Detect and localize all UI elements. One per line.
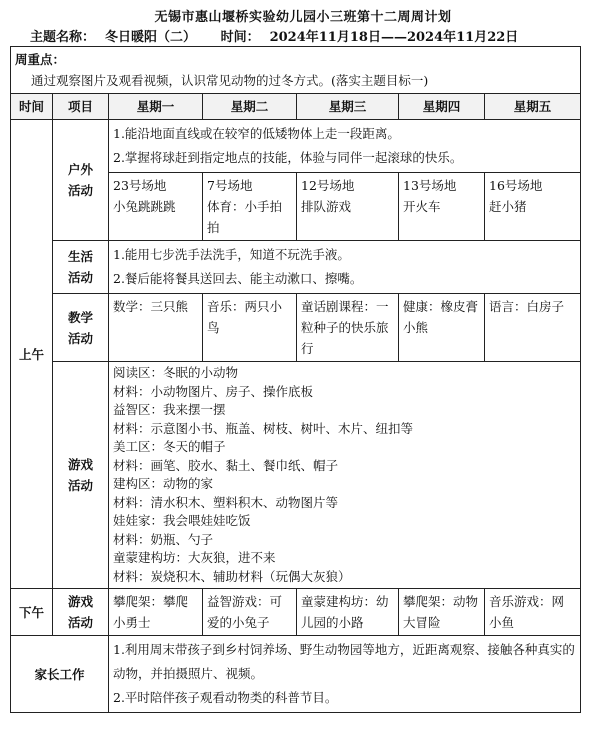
life-label-1: 生活	[67, 249, 93, 264]
plan-subtitle	[30, 26, 590, 45]
games-line: 材料：炭烧积木、辅助材料（玩偶大灰狼）	[113, 568, 351, 584]
games-row	[11, 362, 581, 589]
games-line: 材料：示意图小书、瓶盖、树枝、树叶、木片、纽扣等	[113, 420, 414, 436]
weekly-plan-table	[10, 46, 581, 713]
games-line: 美工区：冬天的帽子	[113, 439, 226, 454]
afternoon-thursday: 攀爬架：动物大冒险	[399, 589, 485, 636]
outdoor-label-2: 活动	[67, 183, 93, 198]
teaching-row	[11, 294, 581, 362]
outdoor-goals-row	[11, 120, 581, 173]
afternoon-games-label-2: 活动	[67, 615, 93, 630]
outdoor-fri-field: 16号场地	[489, 178, 543, 193]
games-label-1: 游戏	[67, 457, 93, 472]
afternoon-monday: 攀爬架：攀爬小勇士	[109, 589, 203, 636]
afternoon-friday: 音乐游戏：网小鱼	[485, 589, 581, 636]
life-label-2: 活动	[67, 270, 93, 285]
teaching-friday: 语言：白房子	[485, 294, 581, 362]
col-friday: 星期五	[485, 94, 581, 120]
outdoor-tuesday	[203, 173, 297, 241]
col-item: 项目	[53, 94, 109, 120]
col-time: 时间	[11, 94, 53, 120]
col-monday: 星期一	[109, 94, 203, 120]
focus-text: 通过观察图片及观看视频，认识常见动物的过冬方式。(落实主题目标一)	[31, 73, 429, 88]
afternoon-label: 下午	[11, 589, 53, 636]
outdoor-fri-activity: 赶小猪	[489, 199, 527, 214]
parents-content	[109, 636, 581, 713]
afternoon-games-label	[53, 589, 109, 636]
outdoor-mon-activity: 小兔跳跳跳	[113, 199, 176, 214]
time-info	[221, 30, 529, 45]
parents-label: 家长工作	[11, 636, 109, 713]
games-line: 益智区：我来摆一摆	[113, 402, 226, 417]
games-content	[109, 362, 581, 589]
games-line: 建构区：动物的家	[113, 476, 214, 491]
afternoon-row	[11, 589, 581, 636]
life-content	[109, 241, 581, 294]
games-line: 材料：小动物图片、房子、操作底板	[113, 383, 314, 399]
outdoor-wed-activity: 排队游戏	[301, 199, 352, 214]
page-title: 无锡市惠山堰桥实验幼儿园小三班第十二周周计划	[154, 10, 452, 25]
games-line: 童蒙建构坊：大灰狼，进不来	[113, 550, 276, 565]
life-line-2: 2.餐后能将餐具送回去、能主动漱口、擦嘴。	[113, 271, 363, 286]
time-label: 时间：	[220, 30, 260, 45]
games-line: 阅读区：冬眠的小动物	[113, 365, 239, 380]
parents-line-1: 1.利用周末带孩子到乡村饲养场、野生动物园等地方，近距离观察、接触各种真实的动物，并拍摄照片、视频。	[113, 642, 575, 681]
teaching-monday: 数学：三只熊	[109, 294, 203, 362]
outdoor-thu-field: 13号场地	[403, 178, 457, 193]
focus-cell	[11, 47, 581, 94]
afternoon-games-label-1: 游戏	[67, 594, 93, 609]
outdoor-tue-activity: 体育：小手拍拍	[207, 199, 283, 235]
header-row	[11, 94, 581, 120]
life-row	[11, 241, 581, 294]
outdoor-goals	[109, 120, 581, 173]
outdoor-monday	[109, 173, 203, 241]
teaching-thursday: 健康：橡皮膏小熊	[399, 294, 485, 362]
theme-label-text: 主题名称：	[30, 30, 96, 45]
outdoor-wed-field: 12号场地	[301, 178, 355, 193]
games-line: 材料：画笔、胶水、黏土、餐巾纸、帽子	[113, 457, 339, 473]
theme-value: 冬日暖阳（二）	[105, 30, 197, 45]
outdoor-thu-activity: 开火车	[403, 199, 441, 214]
outdoor-label-1: 户外	[67, 162, 93, 177]
time-value: 2024年11月18日——2024年11月22日	[269, 30, 519, 45]
outdoor-label	[53, 120, 109, 241]
theme-label	[30, 30, 206, 45]
afternoon-wednesday: 童蒙建构坊：幼儿园的小路	[297, 589, 399, 636]
teaching-tuesday: 音乐：两只小鸟	[203, 294, 297, 362]
outdoor-wednesday	[297, 173, 399, 241]
games-line: 娃娃家：我会喂娃娃吃饭	[113, 513, 251, 528]
outdoor-tue-field: 7号场地	[207, 178, 253, 193]
outdoor-friday	[485, 173, 581, 241]
life-label	[53, 241, 109, 294]
focus-row	[11, 47, 581, 94]
parents-line-2: 2.平时陪伴孩子观看动物类的科普节目。	[113, 690, 338, 705]
games-line: 材料：清水积木、塑料积木、动物图片等	[113, 494, 339, 510]
col-thursday: 星期四	[399, 94, 485, 120]
teaching-label-1: 教学	[67, 309, 93, 325]
outdoor-goal-2: 2.掌握将球赶到指定地点的技能，体验与同伴一起滚球的快乐。	[113, 150, 463, 165]
outdoor-thursday	[399, 173, 485, 241]
outdoor-goal-1: 1.能沿地面直线或在较窄的低矮物体上走一段距离。	[113, 126, 400, 141]
life-line-1: 1.能用七步洗手法洗手，知道不玩洗手液。	[113, 247, 350, 262]
teaching-label	[53, 294, 109, 362]
teaching-wednesday: 童话剧课程：一粒种子的快乐旅行	[297, 294, 399, 362]
games-label	[53, 362, 109, 589]
parents-row	[11, 636, 581, 713]
teaching-label-2: 活动	[67, 330, 93, 346]
outdoor-mon-field: 23号场地	[113, 178, 167, 193]
morning-label: 上午	[11, 120, 53, 589]
col-tuesday: 星期二	[203, 94, 297, 120]
games-label-2: 活动	[67, 478, 93, 493]
col-wednesday: 星期三	[297, 94, 399, 120]
afternoon-tuesday: 益智游戏：可爱的小兔子	[203, 589, 297, 636]
games-line: 材料：奶瓶、勺子	[113, 531, 214, 547]
focus-label: 周重点：	[15, 52, 66, 67]
